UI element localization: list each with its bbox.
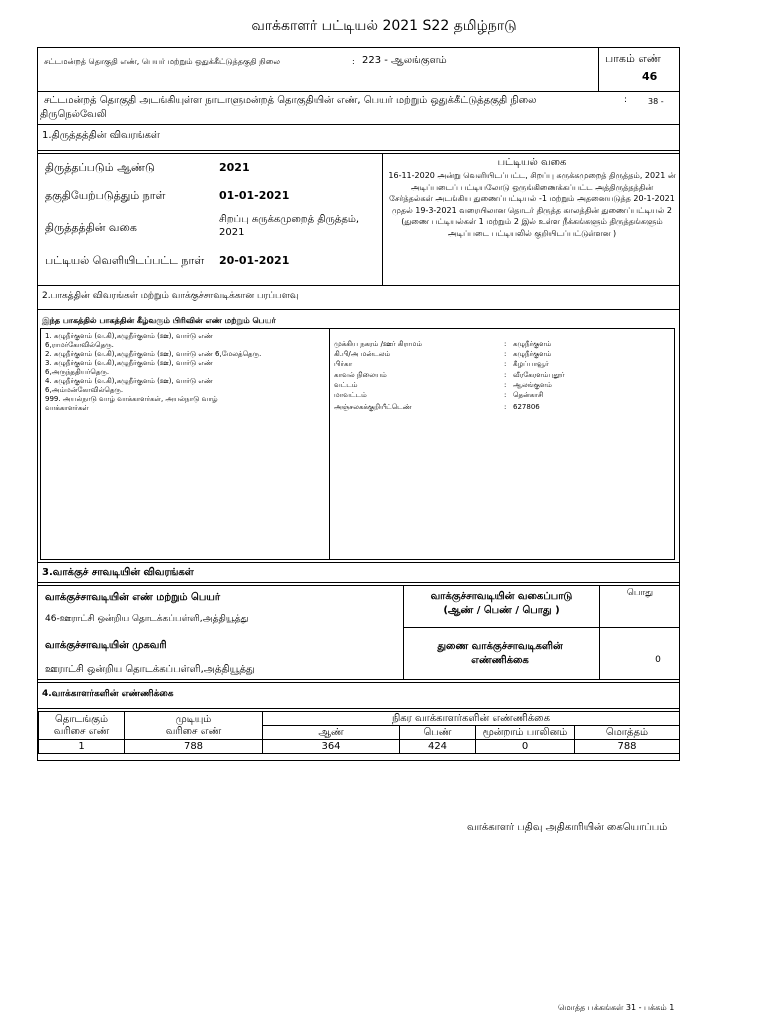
total-value: 788 (575, 740, 680, 754)
parliament-name: திருநெல்வேலி (40, 109, 107, 120)
details-label: மாவட்டம் (334, 391, 367, 399)
details-label: அஞ்சலகக்குறியீட்டெண் (334, 403, 412, 411)
booth-address-label: வாக்குச்சாவடியின் முகவரி (45, 640, 167, 651)
divider (37, 679, 680, 680)
divider (37, 153, 680, 154)
start-serial-header: தொடங்கும் வரிசை எண் (39, 712, 125, 740)
end-serial-value: 788 (125, 740, 263, 754)
booth-name-label: வாக்குச்சாவடியின் எண் மற்றும் பெயர் (45, 592, 221, 603)
end-serial-header: முடியும் வரிசை எண் (125, 712, 263, 740)
details-value: தென்காசி (513, 391, 544, 399)
publish-date-label: பட்டியல் வெளியிடப்பட்ட நாள் (45, 254, 205, 267)
divider (37, 682, 680, 683)
assembly-label: சட்டமன்றத் தொகுதி எண், பெயர் மற்றும் ஒதுக்கீட்டுத்தகுதி நிலை (44, 57, 280, 66)
male-header: ஆண் (263, 726, 400, 740)
qualifying-date-label: தகுதியேற்படுத்தும் நாள் (45, 189, 166, 202)
third-gender-value: 0 (476, 740, 575, 754)
divider (37, 585, 680, 586)
third-gender-header: மூன்றாம் பாலினம் (476, 726, 575, 740)
divider (37, 91, 680, 92)
divider (37, 708, 680, 709)
details-colon: : (504, 340, 507, 348)
divider (37, 309, 680, 310)
details-label: கி.பி/அ மன்டலம் (334, 350, 391, 358)
details-label: வட்டம் (334, 381, 358, 389)
divider (329, 328, 330, 560)
details-value: ஆலங்குளம் (513, 381, 552, 389)
aux-booth-label: துணை வாக்குச்சாவடிகளின் எண்ணிக்கை (437, 641, 563, 666)
part-value: 46 (642, 70, 658, 83)
details-value: கழுநீர்குளம் (513, 350, 552, 358)
voter-count-table (38, 711, 680, 754)
details-value: கீழப்பாவூர் (513, 360, 549, 368)
female-header: பெண் (400, 726, 476, 740)
divider (37, 124, 680, 125)
revision-type-value: சிறப்பு சுருக்கமுறைத் திருத்தம், 2021 (219, 214, 360, 238)
details-colon: : (504, 403, 507, 411)
part-label: பாகம் எண் (605, 52, 661, 65)
divider (598, 47, 599, 91)
parliament-label: சட்டமன்றத் தொகுதி அடங்கியுள்ள நாடாளுமன்றத் தொகுதியின் எண், பெயர் மற்றும் ஒதுக்கீட்டுத்தகுதி நிலை (44, 95, 537, 106)
assembly-value: 223 - ஆலங்குளம் (362, 55, 447, 66)
sections-list: 1. கழுநீர்குளம் (வ.கி),கழுநீர்குளம் (ஊ), வார்டு எண் 6,ராமர்கோவில்தெரு. 2. கழுநீர்குளம் (வ.கி),கழுநீர்குளம் (ஊ), வார்டு எண் 6,மேலத்தெரு. 3. கழுநீர்குளம் (வ.கி),கழுநீர்குளம் (ஊ), வார்டு எண் 6,அருந்ததியர்தெரு. 4. கழுநீர்குளம் (வ.கி),கழுநீர்குளம் (ஊ), வார்டு எண் 6,அம்மன்கோவில்தெரு. 999. அயல்நாடு வாழ் வாக்காளர்கள், அயல்நாடு வாழ் வாக்காளர்கள் (45, 332, 262, 412)
details-colon: : (504, 350, 507, 358)
revision-type-label: திருத்தத்தின் வகை (45, 221, 137, 234)
section2-heading: 2.பாகத்தின் விவரங்கள் மற்றும் வாக்குச்சாவடிக்கான பரப்பளவு (42, 291, 299, 301)
section2-subheading: இந்த பாகத்தில் பாகத்தின் கீழ்வரும் பிரிவின் எண் மற்றும் பெயர் (42, 316, 276, 325)
section4-heading: 4.வாக்காளர்களின் எண்ணிக்கை (42, 689, 174, 699)
divider (37, 150, 680, 151)
publish-date-value: 20-01-2021 (219, 254, 290, 267)
parliament-value: 38 - (648, 97, 664, 106)
qualifying-date-value: 01-01-2021 (219, 189, 290, 202)
details-colon: : (504, 360, 507, 368)
divider (382, 153, 383, 285)
male-value: 364 (263, 740, 400, 754)
section3-heading: 3.வாக்குச் சாவடியின் விவரங்கள் (42, 567, 194, 578)
booth-address-value: ஊராட்சி ஒன்றிய தொடக்கப்பள்ளி,அத்தியூத்து (45, 664, 255, 675)
details-colon: : (504, 391, 507, 399)
details-colon: : (504, 371, 507, 379)
list-type-text: 16-11-2020 அன்று வெளியிடப்பட்ட, சிறப்பு சுருக்கமுறைத் திருத்தம், 2021 ன் அடிப்படைப் பட்டியலோடு ஒருங்கிணைக்கப்பட்ட அத்திருத்தத்தின் சேர்த்தல்கள் அடங்கிய துணைப்பட்டியல் -1 மற்றும் அதனையடுத்த 20-1-2021 முதல் 19-3-2021 வரையிலான தொடர் திருத்த காலத்தின் துணைப்பட்டியல் 2 (துணை பட்டியல்கள் 1 மற்றும் 2 இல் உள்ள நீக்கங்களும் திருத்தங்களும் அடிப்படை பட்டியலில் குறியிடப்பட்டுள்ளன ) (388, 171, 676, 238)
divider (37, 562, 680, 563)
page-title: வாக்காளர் பட்டியல் 2021 S22 தமிழ்நாடு (251, 18, 517, 34)
booth-type-value: பொது (626, 588, 654, 598)
female-value: 424 (400, 740, 476, 754)
assembly-colon: : (352, 57, 355, 66)
aux-booth-value: 0 (655, 655, 661, 665)
revision-year-value: 2021 (219, 161, 250, 174)
booth-type-label: வாக்குச்சாவடியின் வகைப்பாடு (430, 591, 573, 602)
section1-heading: 1.திருத்தத்தின் விவரங்கள் (42, 130, 160, 141)
details-label: முக்கிய நகரம் /ஊர் கிராமம் (334, 340, 422, 348)
divider (37, 582, 680, 583)
parliament-colon: : (624, 95, 628, 105)
list-type-heading: பட்டியல் வகை (497, 157, 567, 168)
details-colon: : (504, 381, 507, 389)
total-header: மொத்தம் (575, 726, 680, 740)
start-serial-value: 1 (39, 740, 125, 754)
booth-type-options: (ஆண் / பெண் / பொது ) (443, 605, 560, 616)
divider (37, 285, 680, 286)
details-value: கழுநீர்குளம் (513, 340, 552, 348)
revision-year-label: திருத்தப்படும் ஆண்டு (45, 161, 155, 174)
page-footer: மொத்த பக்கங்கள் 31 - பக்கம் 1 (558, 1003, 675, 1012)
net-voters-header: நிகர வாக்காளர்களின் எண்ணிக்கை (263, 712, 680, 726)
details-label: பிர்கா (334, 360, 353, 368)
signature-label: வாக்காளர் பதிவு அதிகாரியின் கையொப்பம் (467, 822, 668, 833)
divider (403, 627, 680, 628)
details-value: 627806 (513, 403, 540, 411)
details-value: வீரகேரளம்புதூர் (513, 371, 565, 379)
details-label: காவல் நிலையம் (334, 371, 387, 379)
booth-name-value: 46-ஊராட்சி ஒன்றிய தொடக்கப்பள்ளி,அத்தியூத்து (45, 614, 249, 624)
